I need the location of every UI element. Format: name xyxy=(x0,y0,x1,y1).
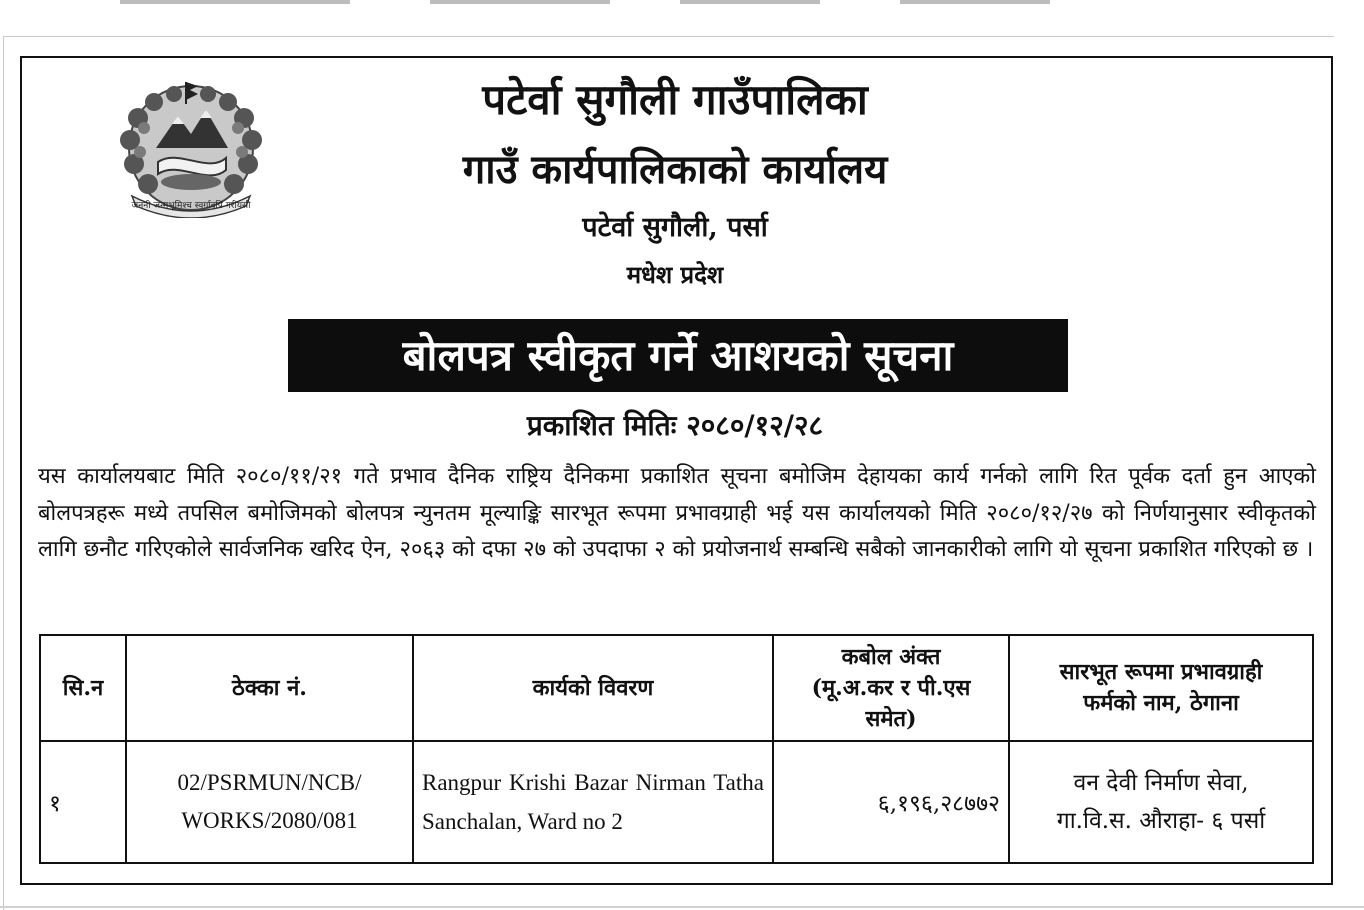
header-firm xyxy=(1009,635,1313,741)
contract-no-line: WORKS/2080/081 xyxy=(181,808,358,833)
header-contract-no: ठेक्का नं. xyxy=(126,635,413,741)
svg-text:जननी जन्मभूमिश्च स्वर्गादपि गर: जननी जन्मभूमिश्च स्वर्गादपि गरीयसी xyxy=(131,201,251,211)
table-header-row xyxy=(40,635,1313,741)
header-amount-line: कबोल अंक्त xyxy=(841,643,941,670)
nepal-government-emblem-icon xyxy=(108,78,274,218)
cell-contract-no xyxy=(126,741,413,863)
page-bottom-rule xyxy=(0,906,1364,908)
award-table xyxy=(39,634,1314,864)
page-top-rule xyxy=(3,36,1334,37)
header-amount xyxy=(773,635,1009,741)
header-amount-line: समेत) xyxy=(865,705,917,732)
office-location: पटेर्वा सुगौली, पर्सा xyxy=(582,212,768,243)
published-date: २०८०/१२/२८ xyxy=(686,409,824,442)
published-label: प्रकाशित मितिः xyxy=(526,409,677,442)
cropped-previous-text xyxy=(0,0,1364,8)
cell-firm xyxy=(1009,741,1313,863)
cell-description: Rangpur Krishi Bazar Nirman Tatha Sanchalan, Ward no 2 xyxy=(413,741,773,863)
published-date-line xyxy=(300,406,1050,444)
header-amount-line: (मू.अ.कर र पी.एस xyxy=(811,674,971,701)
notice-title: बोलपत्र स्वीकृत गर्ने आशयको सूचना xyxy=(288,319,1068,392)
cell-amount: ६,१९६,२८७७२ xyxy=(773,741,1009,863)
header-description: कार्यको विवरण xyxy=(413,635,773,741)
header-firm-line: फर्मको नाम, ठेगाना xyxy=(1083,690,1239,716)
header-sn: सि.न xyxy=(40,635,126,741)
office-name: गाउँ कार्यपालिकाको कार्यालय xyxy=(462,146,888,193)
municipality-name: पटेर्वा सुगौली गाउँपालिका xyxy=(482,75,868,124)
contract-no-line: 02/PSRMUN/NCB/ xyxy=(177,770,362,795)
notice-body: यस कार्यालयबाट मिति २०८०/११/२१ गते प्रभाव दैनिक राष्ट्रिय दैनिकमा प्रकाशित सूचना बमोजिम देहायका कार्य गर्नको लागि रित पूर्वक दर्ता हुन आएको बोलपत्रहरू मध्ये तपसिल बमोजिमको बोलपत्र न्युनतम मूल्याङ्कि सारभूत रूपमा प्रभावग्राही भई यस कार्यालयको मिति २०८०/१२/२७ को निर्णयानुसार स्वीकृतको लागि छनौट गरिएकोले सार्वजनिक खरिद ऐन, २०६३ को दफा २७ को उपदाफा २ को प्रयोजनार्थ सम्बन्धि सबैको जानकारीको लागि यो सूचना प्रकाशित गरिएको छ । xyxy=(38,464,1316,562)
cell-sn: १ xyxy=(40,741,126,863)
header-firm-line: सारभूत रूपमा प्रभावग्राही xyxy=(1059,659,1263,685)
firm-line: गा.वि.स. औराहा- ६ पर्सा xyxy=(1056,808,1266,834)
province-name: मधेश प्रदेश xyxy=(626,260,724,289)
page-left-rule xyxy=(3,36,4,910)
table-row xyxy=(40,741,1313,863)
firm-line: वन देवी निर्माण सेवा, xyxy=(1073,770,1249,796)
